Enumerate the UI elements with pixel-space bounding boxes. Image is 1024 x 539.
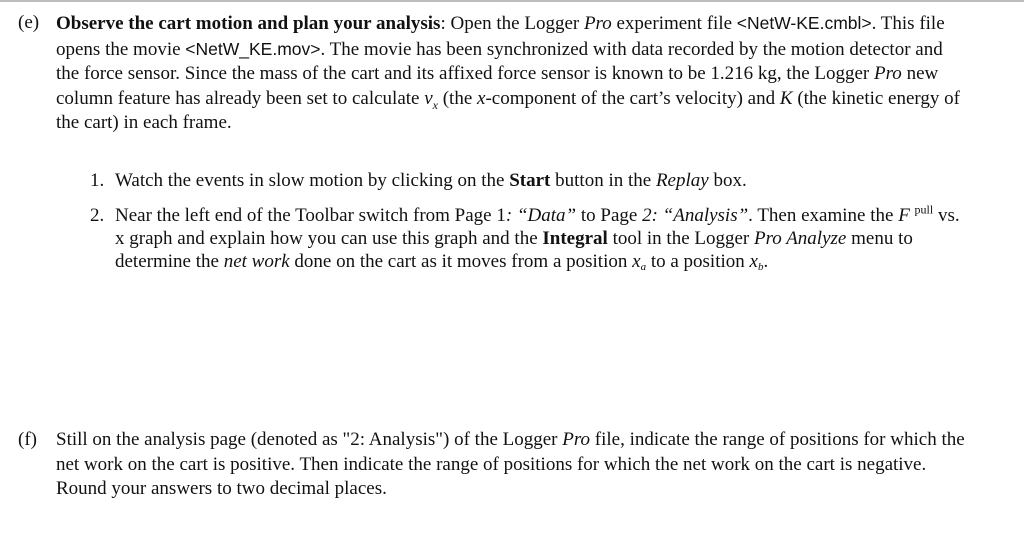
pro-italic-3: Pro [562,429,591,450]
kinetic-energy-symbol: K [779,87,793,109]
part-e-text: Observe the cart motion and plan your analysis: Open the Logger Pro experiment file <NetW-KE.cmbl>. This file opens the movie <NetW_KE.mov>. The movie has been synchronized with data recorded by the motion detector and the force sensor. Since the mass of the cart and its affixed force sensor is known to be 1.216 kg, the Logger Pro new column feature has already been set to calculate $v_x$ (the x-component of the cart’s velocity) and K (the kinetic energy of the cart) in each frame. [56,13,960,133]
top-border [0,0,1024,2]
net-work-italic: net work [223,251,290,272]
step-1 [90,169,970,192]
analysis-page-label: 2: “Analysis” [642,205,749,226]
step-1-text: Watch the events in slow motion by clicking on the Start button in the Replay box. [115,170,747,191]
xa-symbol: xa [632,251,647,273]
movie-filename: <NetW_KE.mov> [185,38,321,59]
step-2-text: Near the left end of the Toolbar switch from Page 1: “Data” to Page 2: “Analysis”. Then examine the F $^{pull}$ vs. x graph and explain how you can use this graph and the Integral tool in the Logger Pro Analyze menu to determine the net work done on the cart as it moves from a position xa to a position xb. [115,202,960,273]
velocity-symbol: $v_x$ [424,87,438,112]
xb-symbol: xb [749,251,764,273]
integral-bold: Integral [542,228,608,249]
force-symbol: F [898,205,910,226]
part-e-heading: Observe the cart motion and plan your analysis [56,13,441,34]
step-2-number: 2. [90,205,105,226]
data-page-label: : “Data” [505,205,577,226]
experiment-filename: <NetW-KE.cmbl> [736,13,872,33]
x-symbol: x [477,87,486,109]
part-f-text: Still on the analysis page (denoted as "2: Analysis") of the Logger Pro file, indicate the range of positions for which the net work on the cart is positive. Then indicate the range of positions for which the net work on the cart is negative. Round your answers to two decimal places. [56,429,965,499]
start-bold: Start [509,170,551,191]
step-1-number: 1. [90,170,105,191]
part-f-label: (f) [18,429,37,450]
pro-italic: Pro [583,13,612,34]
part-e-label: (e) [18,12,40,33]
pro-analyze-italic: Pro Analyze [754,228,847,249]
step-2 [90,204,970,279]
part-f [18,428,968,502]
pull-superscript: pull [914,202,934,217]
part-e [18,11,968,136]
replay-italic: Replay [655,170,709,191]
pro-italic-2: Pro [874,63,902,84]
